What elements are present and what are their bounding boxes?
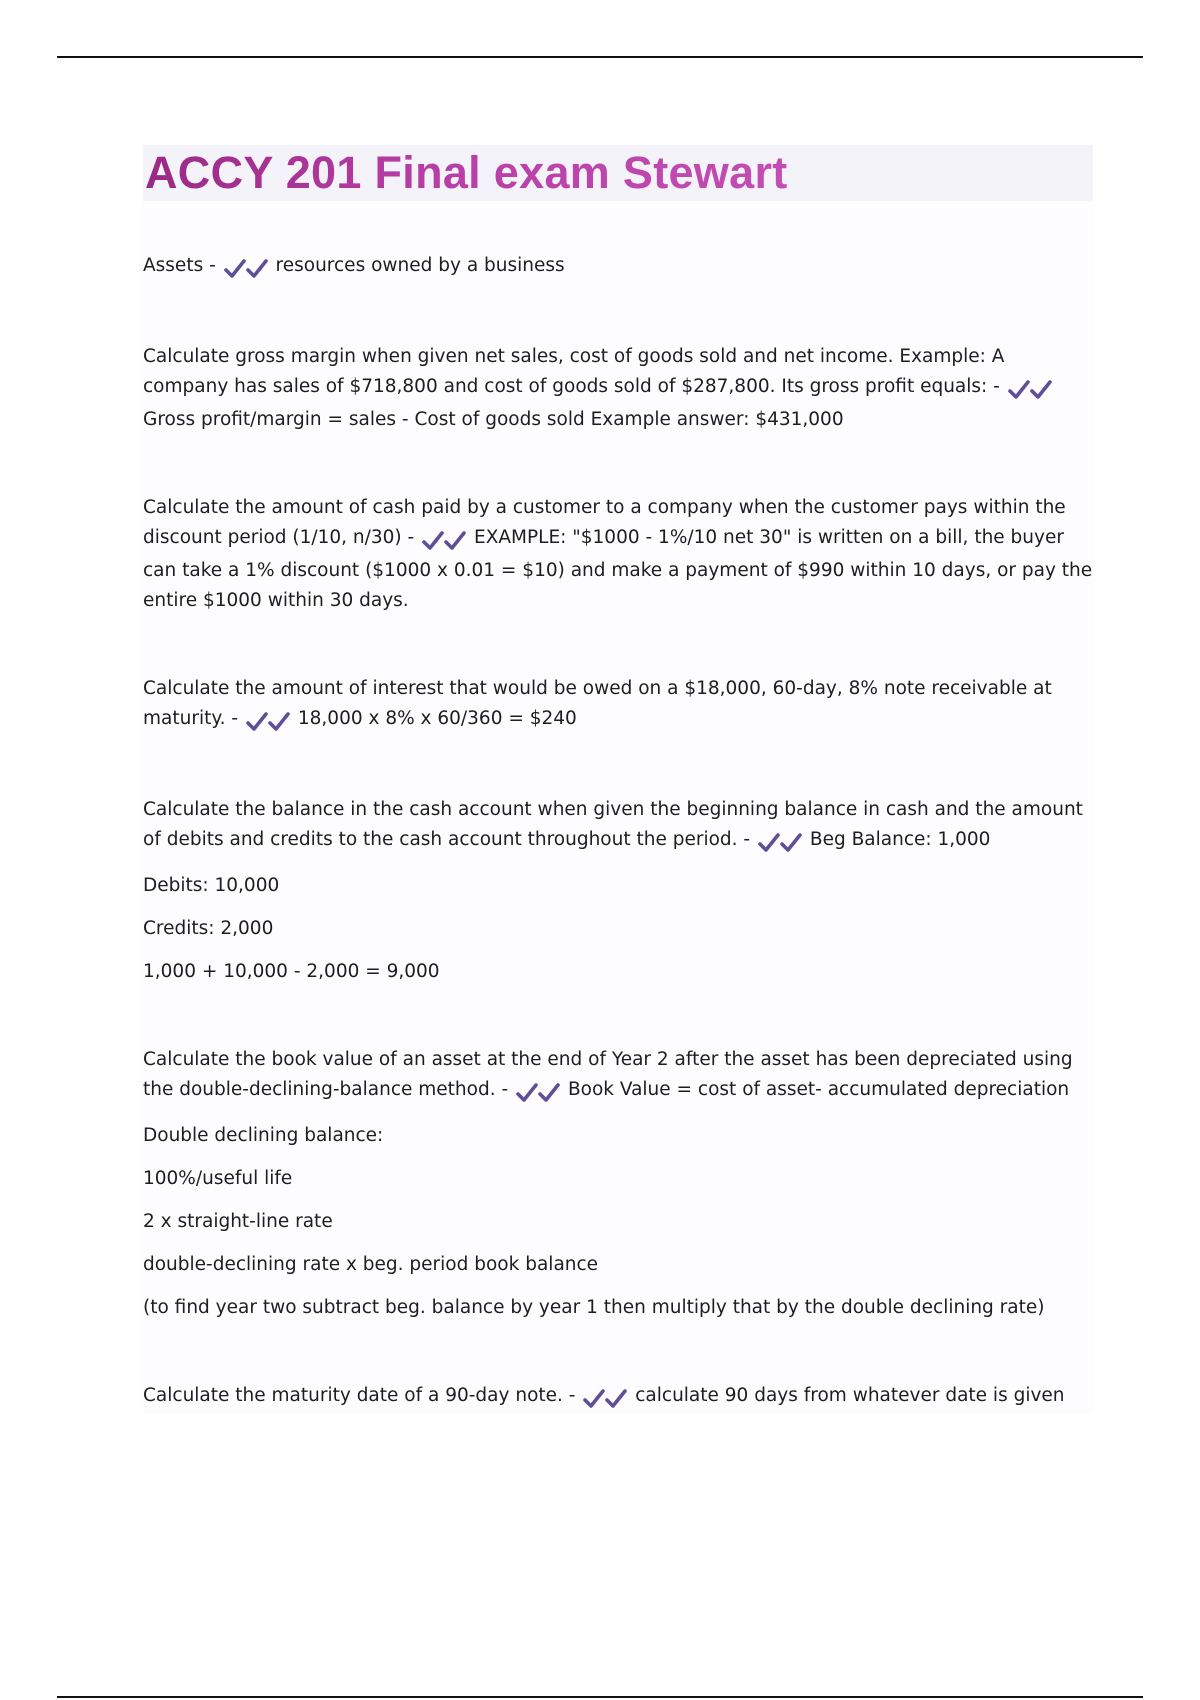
question-text: Assets - — [143, 255, 216, 276]
qa-entry — [143, 1045, 1093, 1323]
check-icon — [268, 712, 290, 732]
double-check-icon — [246, 707, 290, 737]
answer-text: Book Value = cost of asset- accumulated depreciation — [567, 1079, 1070, 1100]
check-icon — [583, 1389, 605, 1409]
qa-entry — [143, 493, 1093, 616]
answer-line: Double declining balance: — [143, 1125, 384, 1146]
double-check-icon — [516, 1078, 560, 1108]
check-icon — [516, 1083, 538, 1103]
double-check-icon — [1008, 375, 1052, 405]
check-icon — [1030, 380, 1052, 400]
double-check-icon — [224, 254, 268, 284]
document-title: ACCY 201 Final exam Stewart — [145, 147, 788, 198]
answer-line: Credits: 2,000 — [143, 918, 274, 939]
answer-text: Gross profit/margin = sales - Cost of goods sold Example answer: $431,000 — [143, 409, 844, 430]
document-page — [143, 145, 1093, 1414]
check-icon — [1008, 380, 1030, 400]
bottom-rule — [57, 1696, 1143, 1698]
double-check-icon — [758, 828, 802, 858]
answer-text: resources owned by a business — [275, 255, 565, 276]
qa-entry — [143, 674, 1093, 737]
check-icon — [605, 1389, 627, 1409]
check-icon — [246, 259, 268, 279]
question-text: Calculate the maturity date of a 90-day note. - — [143, 1385, 576, 1406]
check-icon — [422, 531, 444, 551]
question-text: Calculate the amount of interest that would be owed on a $18,000, 60-day, 8% note receivable at maturity. - — [143, 678, 1052, 729]
check-icon — [758, 833, 780, 853]
answer-line: 100%/useful life — [143, 1168, 293, 1189]
check-icon — [538, 1083, 560, 1103]
answer-text: calculate 90 days from whatever date is given — [635, 1385, 1065, 1406]
title-banner — [143, 145, 1093, 201]
top-rule — [57, 56, 1143, 58]
double-check-icon — [583, 1384, 627, 1414]
answer-text: Beg Balance: 1,000 — [809, 829, 991, 850]
question-text: Calculate the book value of an asset at the end of Year 2 after the asset has been depreciated using the double-declining-balance method. - — [143, 1049, 1073, 1100]
answer-line: (to find year two subtract beg. balance by year 1 then multiply that by the double declining rate) — [143, 1297, 1045, 1318]
answer-text: EXAMPLE: "$1000 - 1%/10 net 30" is written on a bill, the buyer can take a 1% discount ($1000 x 0.01 = $10) and make a payment of $990 within 10 days, or pay the entire $1000 within 30 days. — [143, 527, 1093, 611]
answer-line: double-declining rate x beg. period book balance — [143, 1254, 599, 1275]
check-icon — [444, 531, 466, 551]
qa-entry — [143, 1381, 1093, 1414]
check-icon — [224, 259, 246, 279]
qa-entry — [143, 795, 1093, 987]
answer-text: 18,000 x 8% x 60/360 = $240 — [297, 708, 577, 729]
qa-entry — [143, 342, 1093, 435]
question-text: Calculate the balance in the cash account when given the beginning balance in cash and the amount of debits and credits to the cash account throughout the period. - — [143, 799, 1083, 850]
answer-line: 2 x straight-line rate — [143, 1211, 333, 1232]
question-text: Calculate the amount of cash paid by a customer to a company when the customer pays within the discount period (1/10, n/30) - — [143, 497, 1066, 548]
check-icon — [780, 833, 802, 853]
qa-entry — [143, 251, 1093, 284]
double-check-icon — [422, 526, 466, 556]
check-icon — [246, 712, 268, 732]
answer-line: 1,000 + 10,000 - 2,000 = 9,000 — [143, 961, 440, 982]
question-text: Calculate gross margin when given net sales, cost of goods sold and net income. Example: A company has sales of $718,800 and cost of goods sold of $287,800. Its gross profit equals: - — [143, 346, 1005, 397]
answer-line: Debits: 10,000 — [143, 875, 280, 896]
